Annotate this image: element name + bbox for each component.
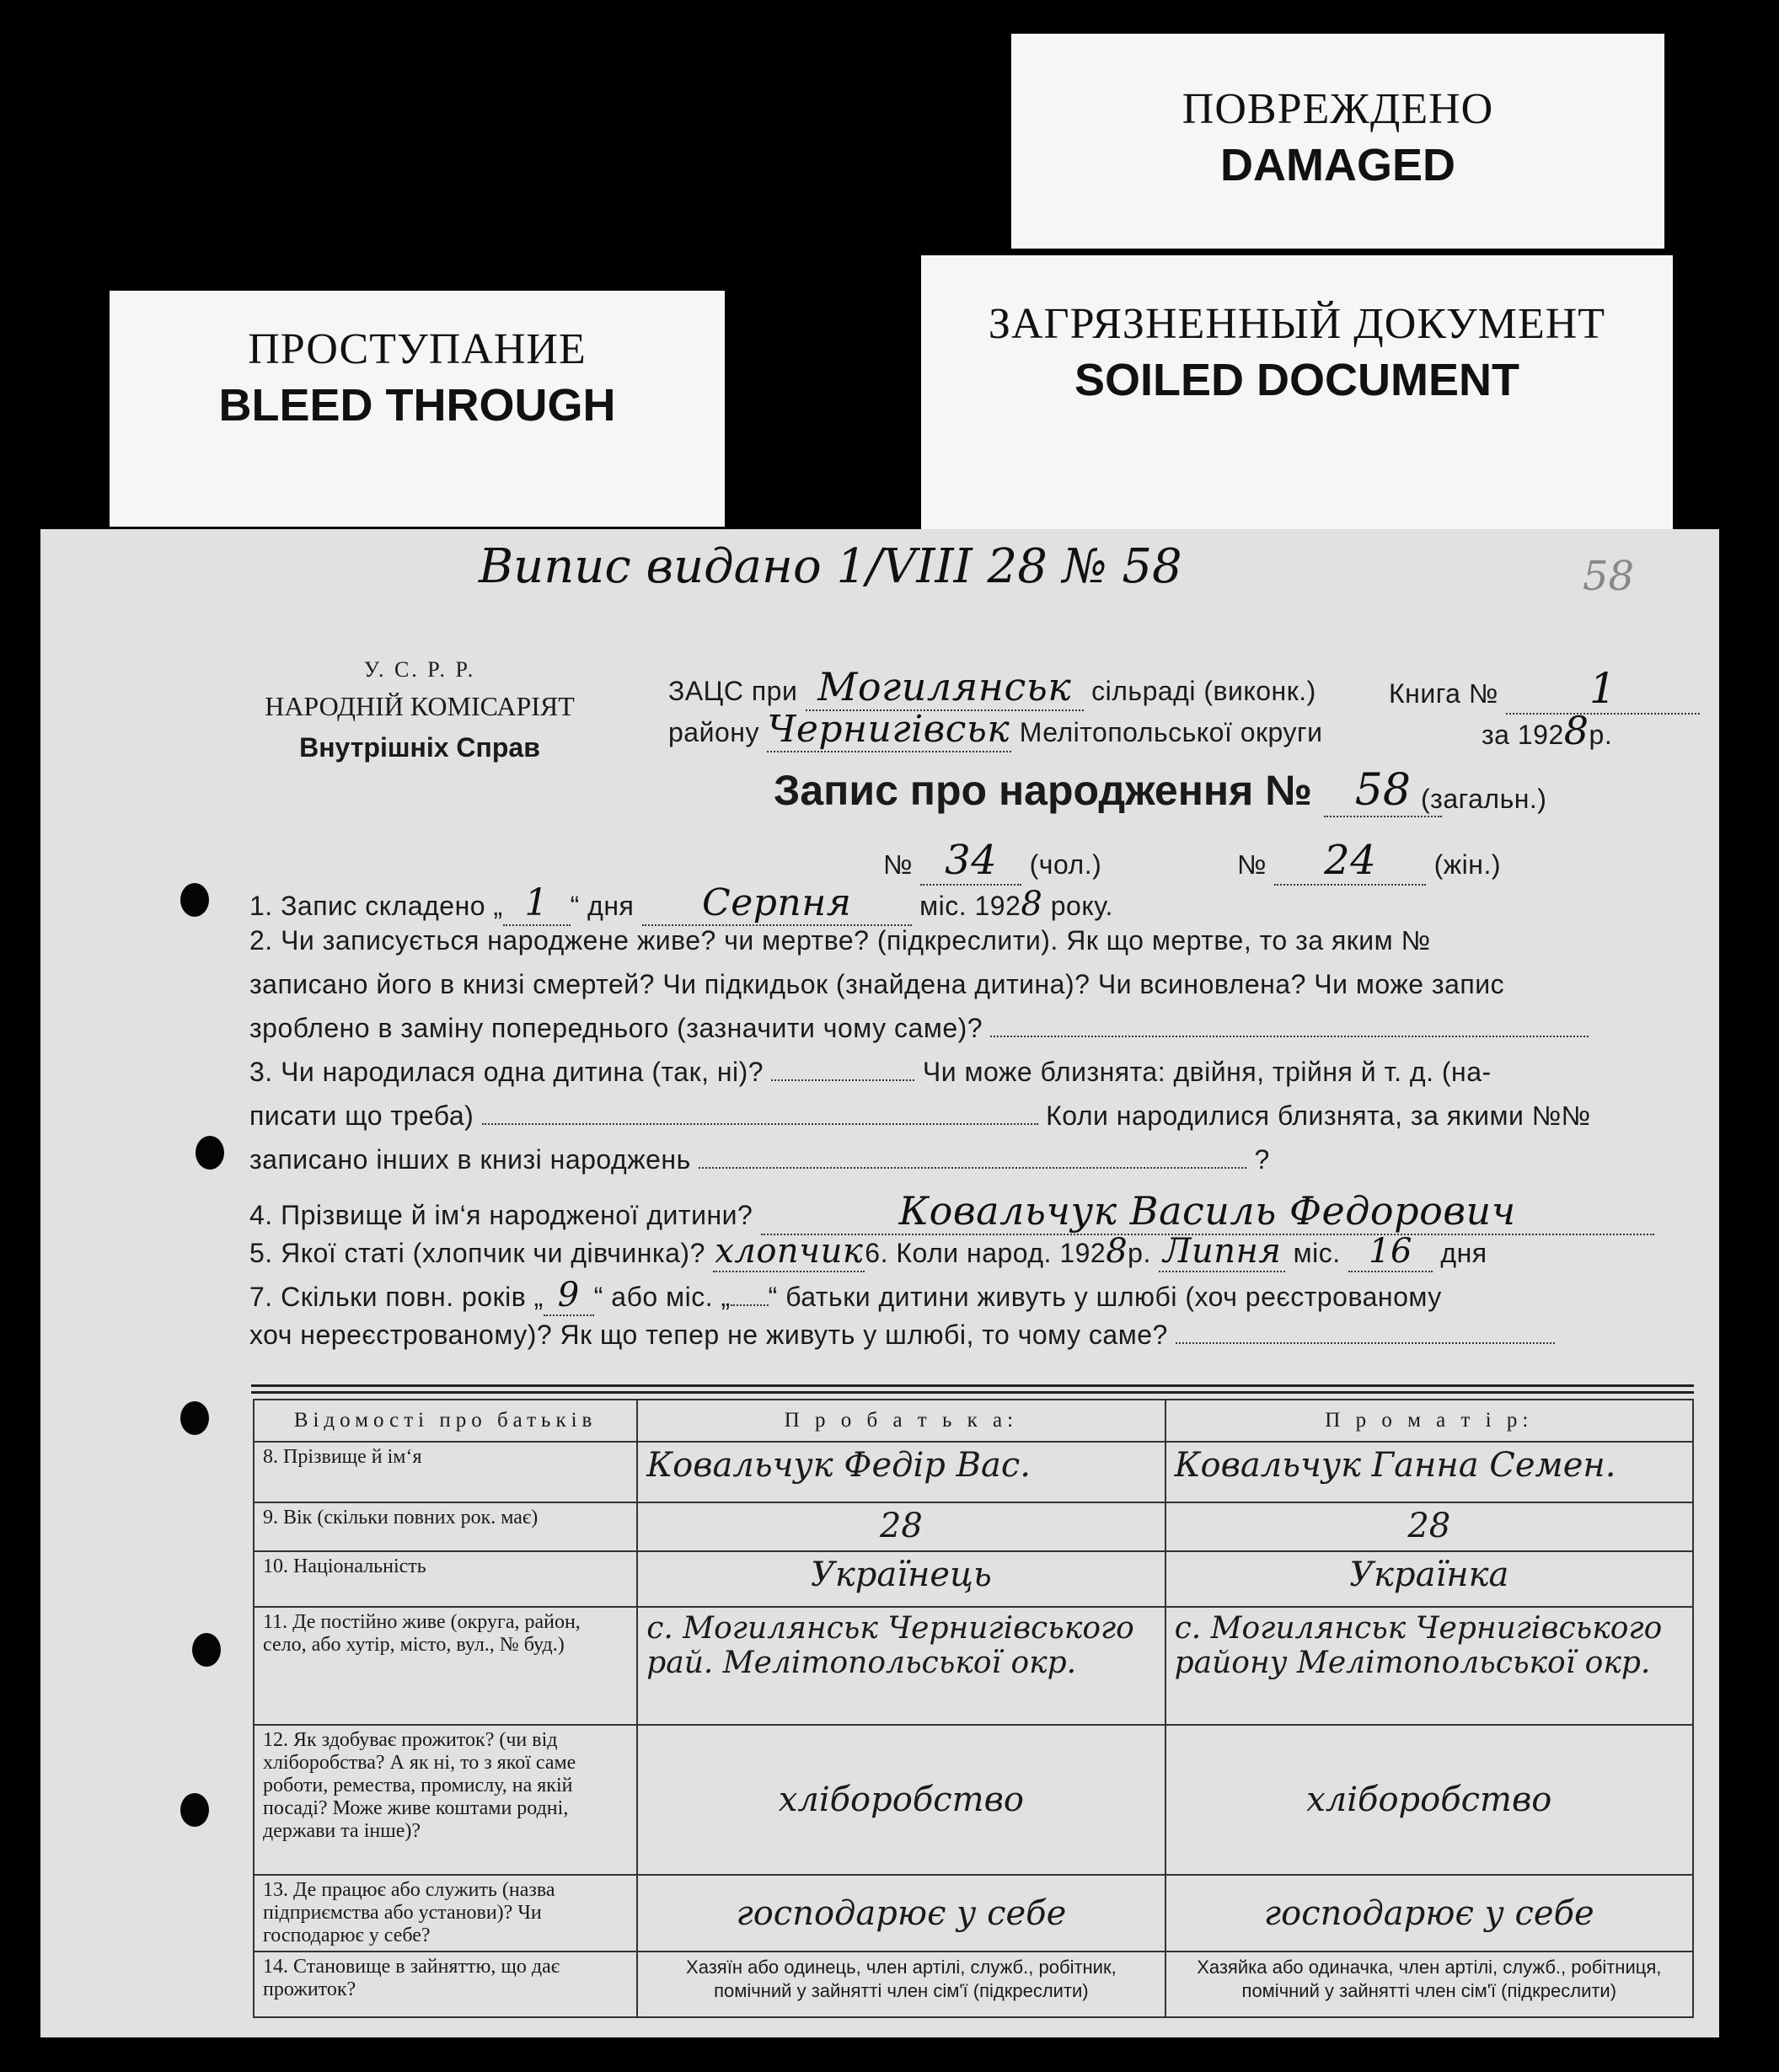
item-2-line-3 — [249, 1013, 1589, 1044]
row-question: 11. Де постійно живе (округа, район, село, або хутір, місто, вул., № буд.) — [254, 1607, 637, 1725]
father-workplace: господарює у себе — [637, 1875, 1165, 1952]
bleed-label-ru: ПРОСТУПАНИЕ — [248, 325, 587, 373]
internal-affairs-title: Внутрішніх Справ — [299, 732, 540, 763]
punch-hole — [180, 1793, 209, 1827]
record-title — [774, 765, 1442, 817]
table-row — [254, 1502, 1693, 1551]
item-3-text-c: писати що треба) — [249, 1100, 474, 1131]
item-3-text-e: записано інших в книзі народжень — [249, 1144, 691, 1175]
soiled-label-en: SOILED DOCUMENT — [1074, 355, 1519, 405]
item-1-year: 8 — [1021, 885, 1043, 924]
book-value: 1 — [1506, 664, 1700, 715]
ussr-abbrev: У. С. Р. Р. — [363, 657, 476, 682]
record-title-text: Запис про народження № — [774, 767, 1312, 814]
zags-line — [668, 664, 1316, 711]
mother-livelihood: хліборобство — [1165, 1725, 1693, 1875]
district-value: Чернигівськ — [767, 708, 1011, 752]
header-left — [234, 657, 605, 763]
table-row — [254, 1875, 1693, 1952]
item-6-text-c: міс. — [1293, 1238, 1341, 1268]
item-7-text-b: “ або міс. „ — [593, 1282, 731, 1312]
item-3-text-f: ? — [1254, 1144, 1270, 1175]
male-label: (чол.) — [1029, 849, 1102, 880]
item-6-text-d: дня — [1440, 1238, 1487, 1268]
district-line — [668, 708, 1323, 752]
item-7-text-a: 7. Скільки повн. років „ — [249, 1282, 544, 1312]
table-row — [254, 1442, 1693, 1502]
item-2-line-2: записано його в книзі смертей? Чи підкидьок (знайдена дитина)? Чи всиновлена? Чи може запис — [249, 969, 1505, 999]
marriage-years: 9 — [544, 1276, 594, 1316]
damaged-label — [1011, 34, 1664, 249]
item-3-blank-b — [482, 1123, 1038, 1125]
year-value: 8 — [1563, 708, 1589, 753]
item-7-line-1 — [249, 1276, 1442, 1316]
item-7-blank — [1176, 1342, 1555, 1344]
row-question: 8. Прізвище й ім‘я — [254, 1442, 637, 1502]
record-total-number: 58 — [1324, 765, 1442, 817]
divider-rule — [251, 1391, 1694, 1394]
row-question: 13. Де працює або служить (назва підприємства або установи)? Чи господарює у себе? — [254, 1875, 637, 1952]
item-7-text-d: хоч нереєстрованому)? Як що тепер не живуть у шлюбі, то чому саме? — [249, 1320, 1168, 1350]
mother-employment-status: Хазяйка або одиначка, член артілі, служб., робітниця, помічний у зайнятті член сім'ї (підкреслити) — [1165, 1952, 1693, 2017]
bleed-through-label — [110, 291, 725, 527]
mother-workplace: господарює у себе — [1165, 1875, 1693, 1952]
father-livelihood: хліборобство — [637, 1725, 1165, 1875]
item-3-line-2 — [249, 1100, 1590, 1132]
item-1-text-b: “ дня — [570, 891, 635, 921]
item-4 — [249, 1188, 1654, 1235]
child-name: Ковальчук Василь Федорович — [761, 1188, 1654, 1235]
damaged-label-en: DAMAGED — [1220, 140, 1455, 190]
child-sex: хлопчик — [713, 1232, 865, 1272]
district-suffix: Мелітопольської округи — [1019, 717, 1323, 747]
soiled-document-label — [921, 255, 1673, 533]
item-3-blank-a — [771, 1079, 914, 1081]
table-row — [254, 1725, 1693, 1875]
birth-day: 16 — [1348, 1232, 1433, 1272]
item-3-text-a: 3. Чи народилася одна дитина (так, ні)? — [249, 1057, 764, 1087]
father-age: 28 — [637, 1502, 1165, 1551]
punch-hole — [192, 1633, 221, 1667]
item-3-line-3 — [249, 1144, 1270, 1175]
item-4-label: 4. Прізвище й ім‘я народженої дитини? — [249, 1200, 753, 1230]
header-mother: П р о м а т і р: — [1165, 1400, 1693, 1442]
item-5-label: 5. Якої статі (хлопчик чи дівчинка)? — [249, 1238, 705, 1268]
commissariat-title: НАРОДНІЙ КОМІСАРІЯТ — [265, 691, 575, 721]
female-label: (жін.) — [1433, 849, 1501, 880]
table-row — [254, 1607, 1693, 1725]
table-header-row — [254, 1400, 1693, 1442]
mother-nationality: Українка — [1165, 1551, 1693, 1607]
item-3-text-d: Коли народилися близнята, за якими №№ — [1046, 1100, 1591, 1131]
mother-residence: с. Могилянськ Чернигівського району Мелітопольської окр. — [1165, 1607, 1693, 1725]
table-row — [254, 1952, 1693, 2017]
table-row — [254, 1551, 1693, 1607]
female-number-line — [1237, 837, 1501, 886]
item-1-day: 1 — [503, 881, 571, 926]
item-2-line-3-text: зроблено в заміну попереднього (зазначити чому саме)? — [249, 1013, 983, 1043]
zags-prefix: ЗАЦС при — [668, 676, 798, 706]
item-2-line-3-blank — [990, 1036, 1589, 1037]
punch-hole — [180, 883, 209, 917]
row-question: 12. Як здобуває прожиток? (чи від хліборобства? А як ні, то з якої саме роботи, ремества, промислу, на якій посаді? Може живе коштами родні, держави та інше)? — [254, 1725, 637, 1875]
soiled-label-ru: ЗАГРЯЗНЕННЫЙ ДОКУМЕНТ — [988, 300, 1606, 348]
item-1-text-c: міс. 192 — [919, 891, 1021, 921]
zags-value: Могилянськ — [806, 664, 1084, 711]
year-prefix: за 192 — [1482, 720, 1564, 750]
item-1-text-d: року. — [1050, 891, 1113, 921]
row-question: 14. Становище в зайняттю, що дає прожиток? — [254, 1952, 637, 2017]
row-question: 10. Національність — [254, 1551, 637, 1607]
year-line — [1482, 708, 1612, 753]
male-prefix: № — [883, 849, 913, 880]
book-label: Книга № — [1389, 678, 1498, 709]
birth-record-form — [40, 529, 1719, 2037]
male-number: 34 — [920, 837, 1021, 886]
male-number-line — [883, 837, 1101, 886]
punch-hole — [196, 1136, 224, 1170]
item-5-6 — [249, 1232, 1487, 1272]
item-2-line-1: 2. Чи записується народжене живе? чи мертве? (підкреслити). Як що мертве, то за яким № — [249, 925, 1431, 956]
parents-table — [253, 1399, 1694, 2018]
item-7-text-c: “ батьки дитини живуть у шлюбі (хоч реєстрованому — [768, 1282, 1442, 1312]
item-3-line-1 — [249, 1057, 1492, 1088]
item-3-text-b: Чи може близнята: двійня, трійня й т. д. (на- — [922, 1057, 1492, 1087]
father-name: Ковальчук Федір Вас. — [637, 1442, 1165, 1502]
header-father: П р о б а т ь к а: — [637, 1400, 1165, 1442]
mother-age: 28 — [1165, 1502, 1693, 1551]
marriage-months-blank — [731, 1304, 769, 1306]
year-suffix: р. — [1589, 720, 1613, 750]
female-number: 24 — [1274, 837, 1426, 886]
book-line — [1389, 664, 1700, 715]
issued-copy-note: Випис видано 1/VIII 28 № 58 — [479, 539, 1182, 594]
birth-year-digit: 8 — [1106, 1232, 1128, 1271]
item-6-text-b: р. — [1128, 1238, 1151, 1268]
mother-name: Ковальчук Ганна Семен. — [1165, 1442, 1693, 1502]
bleed-label-en: BLEED THROUGH — [218, 380, 616, 431]
father-employment-status: Хазяїн або одинець, член артілі, служб., робітник, помічний у зайнятті член сім'ї (підкреслити) — [637, 1952, 1165, 2017]
female-prefix: № — [1237, 849, 1267, 880]
district-prefix: району — [668, 717, 759, 747]
damaged-label-ru: ПОВРЕЖДЕНО — [1182, 85, 1494, 133]
zags-suffix: сільраді (виконк.) — [1091, 676, 1316, 706]
header-info: Відомості про батьків — [254, 1400, 637, 1442]
birth-month: Липня — [1159, 1232, 1285, 1272]
item-1-text-a: 1. Запис складено „ — [249, 891, 503, 921]
punch-hole — [180, 1401, 209, 1435]
row-question: 9. Вік (скільки повних рок. має) — [254, 1502, 637, 1551]
item-1 — [249, 881, 1113, 926]
item-3-blank-c — [699, 1167, 1246, 1169]
item-7-line-2 — [249, 1320, 1555, 1351]
father-residence: с. Могилянськ Чернигівського рай. Мелітопольської окр. — [637, 1607, 1165, 1725]
item-6-label: 6. Коли народ. 192 — [865, 1238, 1107, 1268]
total-label: (загальн.) — [1421, 784, 1547, 814]
father-nationality: Українець — [637, 1551, 1165, 1607]
divider-rule — [251, 1384, 1694, 1387]
item-1-month: Серпня — [642, 881, 912, 926]
corner-number: 58 — [1583, 553, 1635, 600]
